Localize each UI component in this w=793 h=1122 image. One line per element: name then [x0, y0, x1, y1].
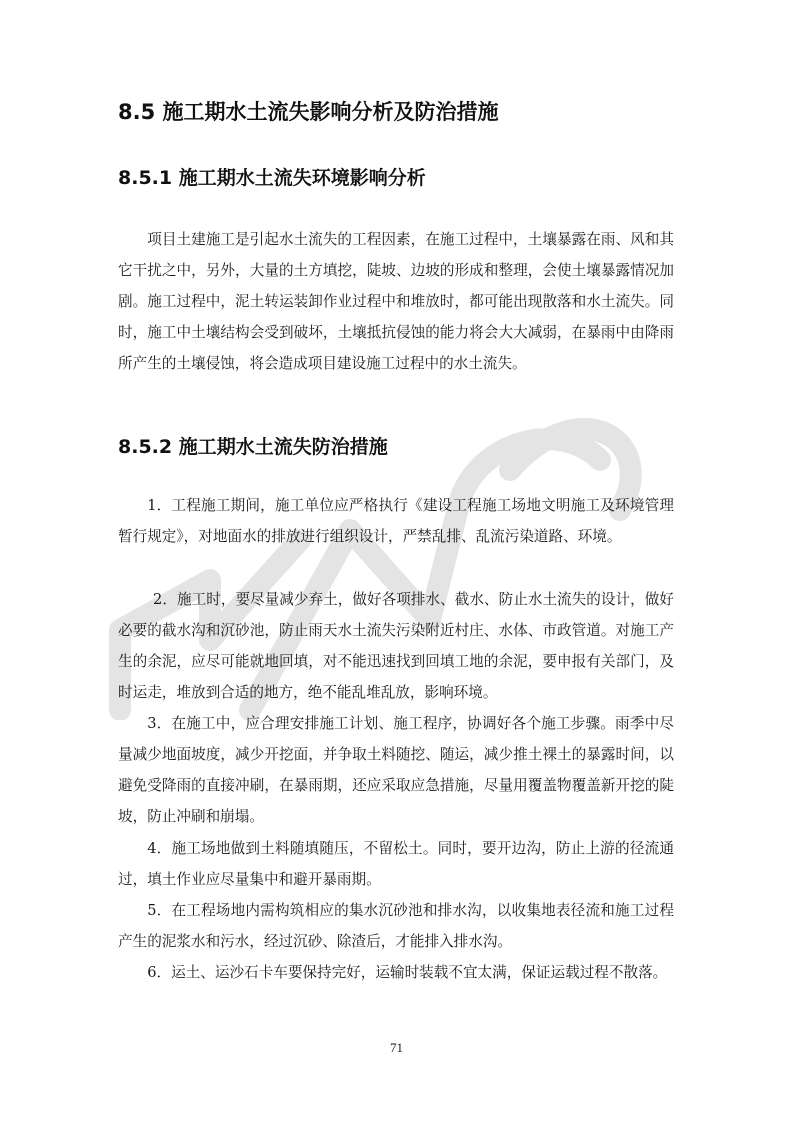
measure-item-1: 1．工程施工期间，施工单位应严格执行《建设工程施工场地文明施工及环境管理暂行规定》，对地面水的排放进行组织设计，严禁乱排、乱流污染道路、环境。	[118, 497, 674, 545]
measure-item-2: 2．施工时，要尽量减少弃土，做好各项排水、截水、防止水土流失的设计，做好必要的截水沟和沉砂池，防止雨天水土流失污染附近村庄、水体、市政管道。对施工产生的余泥，应尽可能就地回填，对不能迅速找到回填工地的余泥，要申报有关部门，及时运走，堆放到合适的地方，绝不能乱堆乱放，影响环境。	[118, 591, 674, 701]
page-number: 71	[390, 1040, 403, 1055]
measure-item-6: 6．运土、运沙石卡车要保持完好，运输时装载不宜太满，保证运载过程不散落。	[147, 964, 668, 981]
measure-item-5: 5．在工程场地内需构筑相应的集水沉砂池和排水沟，以收集地表径流和施工过程产生的泥浆水和污水，经过沉砂、除渣后，才能排入排水沟。	[118, 902, 674, 950]
subsection-heading-measures: 8.5.2 施工期水土流失防治措施	[118, 436, 388, 458]
measure-item-4: 4．施工场地做到土料随填随压，不留松土。同时，要开边沟，防止上游的径流通过，填土作业应尽量集中和避开暴雨期。	[118, 840, 674, 888]
subsection-heading-impact: 8.5.1 施工期水土流失环境影响分析	[118, 167, 426, 189]
paragraph-impact-analysis: 项目土建施工是引起水土流失的工程因素，在施工过程中，土壤暴露在雨、风和其它干扰之中，另外，大量的土方填挖，陡坡、边坡的形成和整理，会使土壤暴露情况加剧。施工过程中，泥土转运装卸作业过程中和堆放时，都可能出现散落和水土流失。同时，施工中土壤结构会受到破坏，土壤抵抗侵蚀的能力将会大大减弱，在暴雨中由降雨所产生的土壤侵蚀，将会造成项目建设施工过程中的水土流失。	[118, 231, 674, 372]
measure-item-3: 3．在施工中，应合理安排施工计划、施工程序，协调好各个施工步骤。雨季中尽量减少地面坡度，减少开挖面，并争取土料随挖、随运，减少推土裸土的暴露时间，以避免受降雨的直接冲刷，在暴雨期，还应采取应急措施，尽量用覆盖物覆盖新开挖的陡坡，防止冲刷和崩塌。	[118, 715, 674, 825]
section-heading: 8.5 施工期水土流失影响分析及防治措施	[118, 100, 499, 124]
